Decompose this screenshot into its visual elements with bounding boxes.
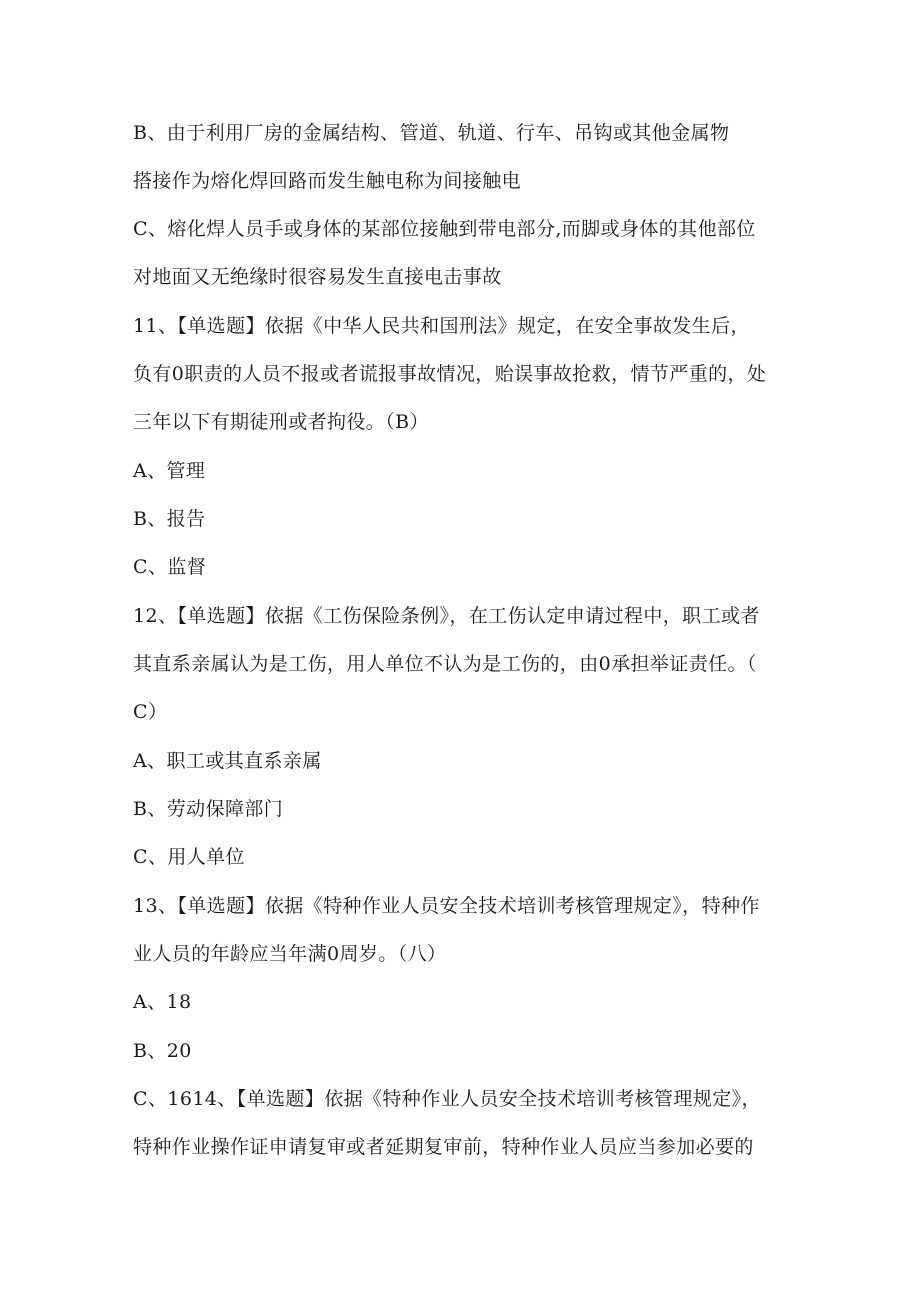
question-12-line-1: 12、【单选题】依据《工伤保险条例》，在工伤认定申请过程中，职工或者 — [133, 605, 760, 627]
question-12-option-c: C、用人单位 — [133, 846, 245, 868]
question-11-option-a: A、管理 — [133, 460, 206, 482]
question-12-option-a: A、职工或其直系亲属 — [133, 750, 322, 772]
option-b-line-1: B、由于利用厂房的金属结构、管道、轨道、行车、吊钩或其他金属物 — [133, 122, 730, 144]
option-b-line-2: 搭接作为熔化焊回路而发生触电称为间接触电 — [133, 170, 522, 192]
question-11-line-3: 三年以下有期徒刑或者拘役。（B） — [133, 411, 429, 433]
question-11-line-1: 11、【单选题】依据《中华人民共和国刑法》规定，在安全事故发生后， — [133, 315, 750, 337]
question-12-line-3: C） — [133, 701, 168, 723]
question-11-line-2: 负有0职责的人员不报或者谎报事故情况，贻误事故抢救，情节严重的，处 — [133, 363, 767, 385]
question-13-line-2: 业人员的年龄应当年满0周岁。（八） — [133, 943, 447, 965]
question-11-option-b: B、报告 — [133, 508, 206, 530]
question-12-option-b: B、劳动保障部门 — [133, 798, 284, 820]
question-14-line-2: 特种作业操作证申请复审或者延期复审前，特种作业人员应当参加必要的 — [133, 1136, 754, 1158]
option-c-line-2: 对地面又无绝缘时很容易发生直接电击事故 — [133, 266, 502, 288]
question-13-option-b: B、20 — [133, 1040, 192, 1062]
question-12-line-2: 其直系亲属认为是工伤，用人单位不认为是工伤的，由0承担举证责任。（ — [133, 653, 757, 675]
option-c-line-1: C、熔化焊人员手或身体的某部位接触到带电部分,而脚或身体的其他部位 — [133, 218, 756, 240]
question-13-line-1: 13、【单选题】依据《特种作业人员安全技术培训考核管理规定》，特种作 — [133, 895, 760, 917]
question-13-option-a: A、18 — [133, 991, 192, 1013]
question-11-option-c: C、监督 — [133, 556, 207, 578]
question-13-option-c-and-question-14-line-1: C、1614、【单选题】依据《特种作业人员安全技术培训考核管理规定》， — [133, 1088, 761, 1110]
